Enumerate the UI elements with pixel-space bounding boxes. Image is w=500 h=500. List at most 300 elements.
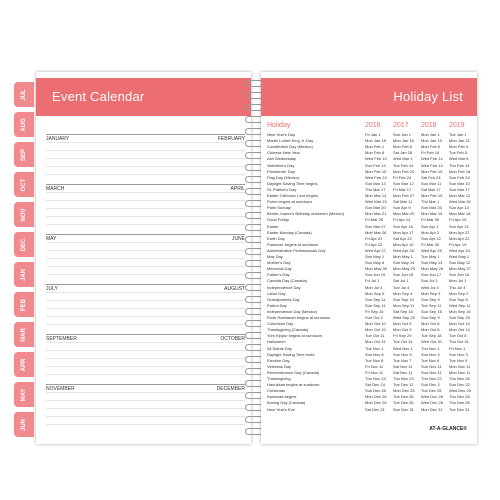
holiday-date: Sun May 12 bbox=[449, 260, 471, 266]
month-tab-dec[interactable] bbox=[14, 232, 36, 257]
holiday-date: Mon Oct 9 bbox=[393, 327, 412, 333]
holiday-date: Fri Apr 22 bbox=[365, 235, 383, 241]
holiday-row bbox=[267, 230, 473, 235]
month-divider bbox=[46, 184, 245, 185]
holiday-name: Memorial Day bbox=[267, 266, 292, 272]
writing-line bbox=[46, 342, 245, 343]
holiday-date: Sat Dec 24 bbox=[365, 382, 385, 388]
holiday-date: Tue Nov 6 bbox=[421, 357, 440, 363]
holiday-date: Fri Apr 22 bbox=[365, 241, 383, 247]
month-label: APRIL bbox=[230, 186, 245, 192]
holiday-date: Sun Apr 21 bbox=[449, 223, 469, 229]
month-label: OCTOBER bbox=[220, 336, 245, 342]
holiday-date: Sun Sep 11 bbox=[365, 302, 386, 308]
holiday-date: Mon May 30 bbox=[365, 266, 388, 272]
holiday-name: St. Patrick's Day bbox=[267, 186, 297, 192]
holiday-name: Election Day bbox=[267, 357, 290, 363]
holiday-date: Mon Oct 8 bbox=[421, 327, 440, 333]
holiday-row bbox=[267, 352, 473, 357]
holiday-date: Wed Feb 10 bbox=[365, 156, 387, 162]
holiday-date: Thu Oct 31 bbox=[449, 339, 469, 345]
holiday-row bbox=[267, 266, 473, 271]
month-label: FEBRUARY bbox=[217, 136, 245, 142]
holiday-date: Thu Nov 23 bbox=[393, 376, 414, 381]
month-label: MAY bbox=[46, 236, 57, 242]
holiday-date: Fri Nov 1 bbox=[449, 345, 466, 351]
holiday-date: Fri Apr 19 bbox=[449, 217, 467, 223]
month-tab-mar[interactable] bbox=[14, 322, 36, 347]
holiday-date: Mon Mar 20 bbox=[393, 211, 415, 217]
event-calendar-page bbox=[36, 72, 251, 444]
holiday-date: Mon Sep 2 bbox=[449, 290, 469, 296]
holiday-date: Mon Dec 31 bbox=[421, 406, 443, 412]
holiday-date: Mon Nov 11 bbox=[449, 369, 471, 375]
holiday-row bbox=[267, 278, 473, 283]
month-tab-label: DEC bbox=[21, 238, 27, 251]
holiday-name: Ash Wednesday bbox=[267, 156, 297, 162]
month-label: JULY bbox=[46, 286, 58, 292]
holiday-date: Thu Nov 22 bbox=[421, 376, 442, 381]
holiday-row bbox=[267, 291, 473, 296]
holiday-name: Columbus Day bbox=[267, 321, 294, 327]
holiday-row bbox=[267, 358, 473, 363]
writing-line bbox=[46, 208, 245, 209]
holiday-date: Mon Feb 19 bbox=[421, 168, 443, 174]
holiday-date: Mon Feb 5 bbox=[421, 144, 441, 150]
planner bbox=[14, 60, 486, 450]
holiday-date: Mon Dec 26 bbox=[365, 394, 387, 400]
holiday-date: Mon Oct 9 bbox=[393, 321, 412, 327]
month-pair bbox=[46, 334, 245, 377]
month-tab-nov[interactable] bbox=[14, 202, 36, 227]
holiday-date: Fri Apr 14 bbox=[393, 217, 411, 223]
column-header-2016: 2016 bbox=[365, 122, 381, 129]
holiday-date: Tue Feb 5 bbox=[449, 150, 468, 156]
holiday-name: Veterans Day bbox=[267, 363, 292, 369]
holiday-date: Sun May 14 bbox=[393, 260, 415, 266]
holiday-date: Sun Sep 8 bbox=[449, 296, 468, 302]
holiday-name: Martin Luther King Jr. Day bbox=[267, 138, 314, 144]
holiday-row bbox=[267, 394, 473, 399]
holiday-row bbox=[267, 309, 473, 314]
month-tab-label: AUG bbox=[21, 117, 27, 132]
month-tab-label: JAN bbox=[21, 268, 27, 281]
holiday-date: Sun Mar 25 bbox=[421, 205, 442, 211]
brand-logo: AT-A-GLANCE® bbox=[429, 426, 467, 432]
holiday-date: Mon Sep 16 bbox=[449, 308, 471, 314]
holiday-row bbox=[267, 364, 473, 369]
holiday-row bbox=[267, 254, 473, 259]
holiday-date: Mon Apr 17 bbox=[393, 229, 414, 235]
holiday-date: Mon Oct 8 bbox=[421, 321, 440, 327]
holiday-row bbox=[267, 242, 473, 247]
holiday-date: Mon Jul 4 bbox=[365, 284, 383, 290]
holiday-date: Thu Nov 24 bbox=[365, 376, 386, 381]
holiday-date: Wed Apr 25 bbox=[421, 247, 442, 253]
holiday-row bbox=[267, 132, 473, 137]
holiday-name: Yom Kippur begins at sundown bbox=[267, 333, 322, 339]
holiday-name: Good Friday bbox=[267, 217, 290, 223]
writing-line bbox=[46, 358, 245, 359]
holiday-date: Tue Sep 18 bbox=[421, 333, 442, 339]
holiday-name: Thanksgiving (Canada) bbox=[267, 327, 309, 333]
holiday-date: Mon May 29 bbox=[393, 266, 416, 272]
holiday-date: Fri Jan 1 bbox=[365, 132, 381, 137]
month-tab-may[interactable] bbox=[14, 382, 36, 407]
holiday-date: Tue Dec 31 bbox=[449, 406, 470, 412]
holiday-date: Mon Oct 14 bbox=[449, 321, 470, 327]
holiday-date: Tue Nov 8 bbox=[365, 357, 384, 363]
holiday-date: Fri Mar 30 bbox=[421, 241, 440, 247]
column-header-2017: 2017 bbox=[393, 122, 409, 129]
holiday-date: Mon Apr 22 bbox=[449, 229, 470, 235]
holiday-date: Wed Feb 14 bbox=[421, 162, 443, 168]
holiday-name: Constitution Day (Mexico) bbox=[267, 144, 313, 150]
holiday-row bbox=[267, 138, 473, 143]
holiday-name: Kwanzaa begins bbox=[267, 394, 297, 400]
holiday-name: Independence Day bbox=[267, 284, 301, 290]
holiday-date: Sun May 13 bbox=[421, 260, 443, 266]
writing-line bbox=[46, 166, 245, 167]
holiday-date: Tue Jul 4 bbox=[393, 284, 410, 290]
writing-line bbox=[46, 366, 245, 367]
writing-line bbox=[46, 308, 245, 309]
month-tab-jan[interactable] bbox=[14, 262, 36, 287]
holiday-row bbox=[267, 315, 473, 320]
holiday-date: Sun Sep 9 bbox=[421, 315, 440, 320]
holiday-date: Wed Mar 23 bbox=[365, 199, 387, 205]
holiday-list-header bbox=[261, 78, 477, 116]
holiday-date: Mon Mar 21 bbox=[365, 211, 387, 217]
holiday-date: Wed Dec 26 bbox=[421, 400, 443, 406]
holiday-date: Sun Sep 11 bbox=[365, 296, 386, 302]
holiday-name: Benito Juarez's Birthday observed (Mexico) bbox=[267, 211, 345, 217]
writing-line bbox=[46, 292, 245, 293]
holiday-name: Easter Monday (Canada) bbox=[267, 229, 312, 235]
holiday-date: Mon Apr 10 bbox=[393, 241, 414, 247]
holiday-date: Wed Oct 31 bbox=[421, 339, 443, 345]
holiday-date: Wed Sep 20 bbox=[393, 315, 415, 320]
holiday-date: Mon Sep 4 bbox=[393, 290, 413, 296]
holiday-date: Sun Apr 22 bbox=[421, 235, 441, 241]
holiday-date: Wed Apr 27 bbox=[365, 247, 386, 253]
holiday-name: Thanksgiving bbox=[267, 376, 291, 381]
writing-line bbox=[46, 258, 245, 259]
holiday-date: Sun Nov 4 bbox=[421, 351, 440, 357]
holiday-date: Mon Feb 18 bbox=[449, 168, 471, 174]
column-header-2019: 2019 bbox=[449, 122, 465, 129]
holiday-name: New Year's Eve bbox=[267, 406, 295, 412]
holiday-date: Mon Jul 1 bbox=[449, 278, 467, 284]
writing-line bbox=[46, 416, 245, 417]
holiday-date: Thu Feb 14 bbox=[449, 162, 470, 168]
month-tab-label: OCT bbox=[21, 178, 27, 191]
holiday-date: Wed Mar 6 bbox=[449, 156, 469, 162]
holiday-date: Wed Dec 25 bbox=[449, 388, 471, 394]
month-tab-aug[interactable] bbox=[14, 112, 36, 137]
holiday-date: Wed Feb 24 bbox=[365, 174, 387, 180]
holiday-name: Boxing Day (Canada) bbox=[267, 400, 306, 406]
holiday-row bbox=[267, 211, 473, 216]
holiday-name: Hanukkah begins at sundown bbox=[267, 382, 320, 388]
month-tab-apr[interactable] bbox=[14, 352, 36, 377]
holiday-date: Tue Oct 31 bbox=[393, 339, 413, 345]
holiday-date: Tue Nov 1 bbox=[365, 345, 384, 351]
holiday-date: Sun Feb 14 bbox=[365, 162, 386, 168]
holiday-name: Rosh Hashanah begins at sundown bbox=[267, 315, 331, 320]
month-tab-label: SEP bbox=[21, 148, 27, 161]
holiday-date: Sat Dec 31 bbox=[365, 406, 385, 412]
holiday-name: Palm Sunday bbox=[267, 205, 291, 211]
holiday-date: Sun Mar 27 bbox=[365, 223, 386, 229]
holiday-row bbox=[267, 205, 473, 210]
holiday-date: Mon Jan 1 bbox=[421, 132, 440, 137]
holiday-date: Mon Apr 22 bbox=[449, 235, 470, 241]
holiday-row bbox=[267, 175, 473, 180]
holiday-date: Sat Nov 11 bbox=[393, 363, 413, 369]
holiday-date: Mon Jan 16 bbox=[393, 138, 414, 144]
writing-line bbox=[46, 300, 245, 301]
column-header-2018: 2018 bbox=[421, 122, 437, 129]
holiday-name: Passover begins at sundown bbox=[267, 241, 319, 247]
holiday-list-page bbox=[261, 72, 477, 444]
holiday-date: Tue Feb 14 bbox=[393, 162, 414, 168]
holiday-name: Daylight Saving Time ends bbox=[267, 351, 315, 357]
holiday-date: Sun Jun 16 bbox=[449, 272, 470, 278]
writing-line bbox=[46, 242, 245, 243]
month-pair bbox=[46, 184, 245, 227]
holiday-row bbox=[267, 400, 473, 405]
holiday-name: Grandparents Day bbox=[267, 296, 300, 302]
holiday-name: Mother's Day bbox=[267, 260, 291, 266]
holiday-date: Mon Feb 19 bbox=[421, 193, 443, 198]
writing-line bbox=[46, 250, 245, 251]
month-tab-jul[interactable] bbox=[14, 82, 36, 107]
holiday-date: Mon Feb 4 bbox=[449, 144, 469, 150]
writing-line bbox=[46, 324, 245, 325]
holiday-date: Mon May 27 bbox=[449, 266, 472, 272]
holiday-row bbox=[267, 187, 473, 192]
holiday-row bbox=[267, 144, 473, 149]
month-tab-label: NOV bbox=[21, 207, 27, 222]
holiday-date: Thu Mar 17 bbox=[365, 186, 386, 192]
holiday-name: Chinese New Year bbox=[267, 150, 300, 156]
holiday-date: Fri Feb 24 bbox=[393, 174, 412, 180]
holiday-date: Wed Mar 1 bbox=[393, 156, 413, 162]
holiday-date: Sun Sep 10 bbox=[393, 296, 414, 302]
holiday-date: Mon Feb 8 bbox=[365, 150, 385, 156]
writing-line bbox=[46, 350, 245, 351]
holiday-date: Mon Sep 11 bbox=[393, 302, 415, 308]
event-calendar-header bbox=[36, 78, 251, 116]
holiday-date: Sun Jun 17 bbox=[421, 272, 442, 278]
holiday-date: Tue Nov 5 bbox=[449, 357, 468, 363]
holiday-date: Mon Mar 18 bbox=[449, 211, 471, 217]
holiday-row bbox=[267, 163, 473, 168]
holiday-date: Tue Oct 8 bbox=[449, 333, 467, 339]
holiday-row bbox=[267, 303, 473, 308]
holiday-date: Sat Apr 22 bbox=[393, 235, 412, 241]
month-label: MARCH bbox=[46, 186, 65, 192]
month-tab-label: MAR bbox=[21, 327, 27, 342]
month-pair bbox=[46, 384, 245, 427]
holiday-date: Mon Sep 3 bbox=[421, 290, 441, 296]
holiday-date: Mon Feb 20 bbox=[393, 168, 415, 174]
holiday-name: Halloween bbox=[267, 339, 286, 345]
month-tab-sep[interactable] bbox=[14, 142, 36, 167]
holiday-name: Administrative Professionals Day bbox=[267, 247, 326, 253]
holiday-date: Wed Apr 26 bbox=[393, 247, 414, 253]
holiday-date: Thu Nov 28 bbox=[449, 376, 470, 381]
holiday-date: Mon Feb 1 bbox=[365, 144, 385, 150]
holiday-date: Mon Feb 15 bbox=[365, 168, 387, 174]
writing-line bbox=[46, 274, 245, 275]
month-divider bbox=[46, 234, 245, 235]
holiday-name: Daylight Saving Time begins bbox=[267, 180, 318, 186]
holiday-date: Sun May 8 bbox=[365, 260, 385, 266]
holiday-date: Tue Jan 1 bbox=[449, 132, 467, 137]
holiday-row bbox=[267, 248, 473, 253]
holiday-name: New Year's Day bbox=[267, 132, 296, 137]
holiday-date: Wed Dec 26 bbox=[421, 394, 443, 400]
holiday-row bbox=[267, 370, 473, 375]
holiday-date: Mon Mar 28 bbox=[365, 229, 387, 235]
holiday-date: Tue Dec 12 bbox=[393, 382, 414, 388]
holiday-row bbox=[267, 169, 473, 174]
holiday-date: Sat Mar 17 bbox=[421, 186, 441, 192]
holiday-name: Labor Day bbox=[267, 290, 286, 296]
holiday-date: Sat Jul 1 bbox=[393, 278, 409, 284]
month-tab-label: JUN bbox=[21, 418, 27, 431]
holiday-name: Father's Day bbox=[267, 272, 290, 278]
holiday-date: Tue May 1 bbox=[421, 254, 440, 259]
writing-line bbox=[46, 150, 245, 151]
holiday-date: Sun Dec 22 bbox=[449, 382, 470, 388]
writing-line bbox=[46, 142, 245, 143]
holiday-row bbox=[267, 339, 473, 344]
writing-line bbox=[46, 400, 245, 401]
holiday-row bbox=[267, 224, 473, 229]
holiday-date: Sun Jun 18 bbox=[393, 272, 414, 278]
month-tab-label: APR bbox=[21, 358, 27, 371]
holiday-date: Sun Mar 12 bbox=[393, 180, 414, 186]
holiday-date: Mon Jan 15 bbox=[421, 138, 442, 144]
month-tab-oct[interactable] bbox=[14, 172, 36, 197]
holiday-date: Thu Nov 1 bbox=[421, 345, 440, 351]
holiday-date: Thu Mar 1 bbox=[421, 199, 440, 205]
writing-line bbox=[46, 266, 245, 267]
holiday-date: Sun Jun 19 bbox=[365, 272, 386, 278]
holiday-row bbox=[267, 327, 473, 332]
holiday-row bbox=[267, 156, 473, 161]
holiday-date: Mon May 1 bbox=[393, 254, 413, 259]
holiday-row bbox=[267, 285, 473, 290]
holiday-date: Sun Nov 6 bbox=[365, 351, 384, 357]
writing-line bbox=[46, 192, 245, 193]
holiday-date: Mon Sep 5 bbox=[365, 290, 385, 296]
holiday-row bbox=[267, 181, 473, 186]
holiday-date: Tue Sep 11 bbox=[421, 302, 442, 308]
holiday-date: Mon Dec 26 bbox=[365, 400, 387, 406]
holiday-row bbox=[267, 333, 473, 338]
holiday-name: Easter bbox=[267, 223, 279, 229]
month-tab-label: FEB bbox=[21, 298, 27, 311]
holiday-date: Mon Jan 18 bbox=[365, 138, 386, 144]
holiday-date: Tue Dec 26 bbox=[393, 400, 414, 406]
holiday-name: Flag Day (Mexico) bbox=[267, 174, 300, 180]
holiday-date: Fri Sep 29 bbox=[393, 333, 412, 339]
holiday-date: Mon May 28 bbox=[421, 266, 444, 272]
holiday-date: Sun Dec 25 bbox=[365, 388, 386, 394]
writing-line bbox=[46, 174, 245, 175]
holiday-date: Mon Mar 11 bbox=[449, 193, 471, 198]
month-tab-jun[interactable] bbox=[14, 412, 36, 437]
holiday-date: Sun Dec 2 bbox=[421, 382, 440, 388]
holiday-date: Wed Apr 24 bbox=[449, 247, 470, 253]
holiday-name: Patriot Day bbox=[267, 302, 287, 308]
holiday-date: Wed Jul 4 bbox=[421, 284, 439, 290]
month-label: SEPTEMBER bbox=[46, 336, 77, 342]
month-label: DECEMBER bbox=[216, 386, 245, 392]
holiday-date: Mon Oct 31 bbox=[365, 339, 386, 345]
holiday-date: Sat Jan 28 bbox=[393, 150, 413, 156]
holiday-name: Purim begins at sundown bbox=[267, 199, 312, 205]
writing-line bbox=[46, 392, 245, 393]
holiday-date: Mon Apr 2 bbox=[421, 229, 440, 235]
holiday-date: Tue Nov 7 bbox=[393, 357, 412, 363]
holiday-date: Mon Oct 10 bbox=[365, 321, 386, 327]
holiday-row bbox=[267, 272, 473, 277]
holiday-date: Wed May 1 bbox=[449, 254, 470, 259]
holiday-date: Sun Nov 5 bbox=[393, 351, 412, 357]
holiday-row bbox=[267, 388, 473, 393]
holiday-date: Sat Mar 11 bbox=[393, 199, 413, 205]
month-tab-feb[interactable] bbox=[14, 292, 36, 317]
holiday-row bbox=[267, 199, 473, 204]
holiday-date: Sun Nov 11 bbox=[421, 369, 442, 375]
holiday-date: Sun Oct 2 bbox=[365, 315, 383, 320]
holiday-date: Mon Feb 27 bbox=[393, 193, 415, 198]
holiday-date: Sun Apr 14 bbox=[449, 205, 469, 211]
holiday-date: Sun Sep 9 bbox=[421, 296, 440, 302]
holiday-date: Mon Mar 19 bbox=[421, 211, 443, 217]
holiday-name: Easter Orthodox Lent begins bbox=[267, 193, 318, 198]
month-label: NOVEMBER bbox=[46, 386, 75, 392]
holiday-date: Thu Dec 26 bbox=[449, 400, 470, 406]
holiday-row bbox=[267, 382, 473, 387]
holiday-date: Mon Dec 25 bbox=[393, 388, 415, 394]
holiday-name: Earth Day bbox=[267, 235, 285, 241]
holiday-date: Fri Mar 17 bbox=[393, 186, 412, 192]
holiday-date: Tue Dec 26 bbox=[393, 394, 414, 400]
holiday-date: Sun Mar 11 bbox=[421, 180, 442, 186]
holiday-date: Fri Sep 16 bbox=[365, 308, 384, 314]
holiday-date: Fri Apr 19 bbox=[449, 241, 467, 247]
holiday-date: Sun Apr 1 bbox=[421, 223, 439, 229]
holiday-date: Thu Jul 4 bbox=[449, 284, 466, 290]
holiday-date: Wed Sep 11 bbox=[449, 302, 471, 308]
holiday-name: All Saints Day bbox=[267, 345, 292, 351]
holiday-date: Sun Nov 3 bbox=[449, 351, 468, 357]
holiday-list-title: Holiday List bbox=[393, 89, 463, 104]
holiday-date: Sun Sep 16 bbox=[421, 308, 442, 314]
holiday-date: Sun Mar 17 bbox=[449, 186, 470, 192]
holiday-date: Wed Nov 1 bbox=[393, 345, 413, 351]
holiday-date: Sun Jan 1 bbox=[393, 132, 412, 137]
holiday-date: Tue Oct 11 bbox=[365, 333, 385, 339]
month-divider bbox=[46, 384, 245, 385]
holiday-row bbox=[267, 150, 473, 155]
